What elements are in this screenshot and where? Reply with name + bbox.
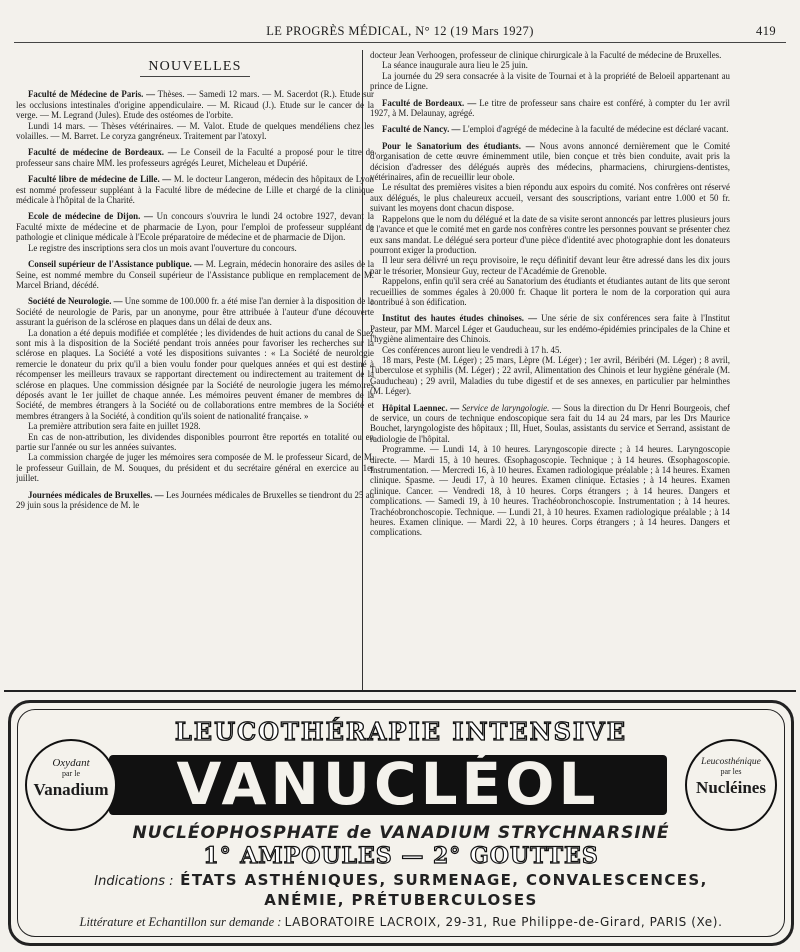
indications-label: Indications : (94, 874, 174, 889)
roundel-line: par le (62, 769, 80, 778)
left-roundel (25, 739, 117, 831)
news-title: Faculté de Médecine de Paris. — (28, 89, 156, 100)
news-title: Faculté de médecine de Bordeaux. — (28, 147, 177, 158)
news-body: Le Conseil de la Faculté a proposé pour le titre de professeur sans chaire MM. les professeurs agrégés Leuret, Micheleau et Dupérié. (16, 147, 374, 168)
news-body: M. Legrain, médecin honoraire des asiles de la Seine, est nommé membre du Conseil supérieur de l'Assistance publique en remplacement de M. Marcel Briand, décédé. (16, 259, 374, 290)
ad-separator (4, 690, 796, 692)
news-item (16, 490, 374, 511)
news-body: L'emploi d'agrégé de médecine à la faculté de médecine est déclaré vacant. (462, 124, 729, 135)
news-item (16, 147, 374, 168)
ad-brand-name: VANUCLÉOL (176, 750, 600, 818)
ad-footer (11, 915, 791, 930)
footer-laboratory: LABORATOIRE LACROIX, 29-31, Rue Philippe-de-Girard, PARIS (Xe). (284, 915, 723, 929)
journal-title: LE PROGRÈS MÉDICAL, N° 12 (19 Mars 1927) (266, 24, 534, 38)
indications-line: ANÉMIE, PRÉTUBERCULOSES (264, 891, 538, 909)
ad-indications (33, 871, 769, 910)
news-title: Ecole de médecine de Dijon. — (28, 211, 153, 222)
news-paragraph: La commission chargée de juger les mémoires sera composée de M. le professeur Sicard, de M. le professeur Guillain, de M. Souques, du président et du secrétaire général en exercice au 1er juillet. (16, 452, 374, 484)
news-body: Une série de six conférences sera faite à l'Institut Pasteur, par MM. Marcel Léger et Gauducheau, sur les endémo-épidémies principales de la Chine et l'hygiène alimentaire des Chinois. (370, 313, 730, 345)
news-body: Le titre de professeur sans chaire est conféré, à compter du 1er avril 1927, à M. Delaunay, agrégé. (370, 97, 730, 119)
news-item (370, 124, 730, 134)
news-paragraph: La donation a été depuis modifiée et complétée ; les dividendes de huit actions du canal de Suez sont mis à la disposition de la Société pendant trois années pour favoriser les recherches sur la sclérose en plaques. La Société a voté les dispositions suivantes : « La Société de neurologie remercie le donateur du prix qu'il a bien voulu fonder pour quelques années et qui est destiné à récompenser les meilleurs travaux se rapportant directement ou indirectement au traitement de la sclérose en plaques. Une commission désignée par la Société de neurologie jugera les mémoires déposés avant le 1er juillet de chaque année. Les mémoires peuvent émaner de membres de la Société, de membres étrangers à la Société ou de collaborations entre membres de la Société et membres étrangers à la Société, à condition qu'ils soient de nationalité française. » (16, 327, 374, 421)
news-paragraph: Rappelons que le nom du délégué et la date de sa visite seront annoncés par lettres plusieurs jours à l'avance et que le comité met en garde nos confrères contre les personnes pouvant se présenter chez eux sans mandat. Le délégué sera porteur d'une pièce d'identité avec photographie dont les donateurs pourront exiger la production. (370, 213, 730, 255)
news-paragraph: 18 mars, Peste (M. Léger) ; 25 mars, Lèpre (M. Léger) ; 1er avril, Béribéri (M. Léger) ; 8 avril, Tuberculose et syphilis (M. Léger) ; 22 avril, Alimentation des Chinois et leur hygiène générale (M. Gauducheau) ; 29 avril, Maladies du tube digestif et de ses annexes, en particulier par helminthes (M. Léger). (370, 354, 730, 397)
news-body: — Sous la direction du Dr Henri Bourgeois, chef de service, un cours de technique endoscopique sera fait du 14 au 24 mars, par les Drs Maurice Bouchet, laryngologiste des hôpitaux ; Ill, Huet, Soulas, assistants du service et Serrand, assistant de radiologie de l'hôpital. (370, 402, 730, 444)
roundel-line: par les (720, 767, 742, 776)
news-paragraph: Le registre des inscriptions sera clos un mois avant l'ouverture du concours. (28, 242, 297, 253)
news-title: Pour le Sanatorium des étudiants. — (382, 140, 535, 151)
news-item (16, 174, 374, 205)
news-title: Hôpital Laennec. — (382, 402, 460, 413)
news-paragraph: La première attribution sera faite en juillet 1928. (28, 421, 201, 432)
news-title: Société de Neurologie. — (28, 296, 123, 307)
news-body: Nous avons annoncé dernièrement que le Comité d'organisation de cette œuvre éminemment utile, bien conçue et très bien conduite, avait pris la décision d'adresser des délégués auprès des médecins, pharmaciens, chirurgiens-dentistes, vétérinaires, afin de recueillir leur obole. (370, 140, 730, 183)
news-title: Conseil supérieur de l'Assistance publique. — (28, 259, 204, 270)
news-item (16, 211, 374, 242)
ad-headline: LEUCOTHÉRAPIE INTENSIVE (174, 717, 628, 746)
news-body: Thèses. — Samedi 12 mars. — M. Sacerdot (R.). Etude sur les occlusions intestinales d'origine appendiculaire. — M. Ricaud (J.). Etude sur le cancer de la verge. — M. Legrand (Jules). Etude des ostéomes de l'orbite. (16, 89, 374, 121)
right-roundel (685, 739, 777, 831)
news-item (370, 141, 730, 183)
roundel-line: Leucosthénique (701, 757, 761, 767)
ad-forms: 1° AMPOULES — 2° GOUTTES (203, 843, 599, 869)
roundel-line: Vanadium (33, 780, 109, 799)
news-item (16, 296, 374, 327)
news-title: Journées médicales de Bruxelles. — (28, 489, 164, 500)
news-body: Une somme de 100.000 fr. a été mise l'an dernier à la disposition de la Société de neurologie de Paris, par un anonyme, pour être attribuée à l'auteur d'une découverte assurant la guérison de la sclérose en plaques dans un délai de deux ans. (16, 296, 374, 328)
news-body: M. le docteur Langeron, médecin des hôpitaux de Lyon est nommé professeur suppléant à la Faculté libre de médecine de Lille et chargé de la clinique médicale à l'hôpital de la Charité. (16, 174, 374, 206)
right-column (370, 50, 730, 684)
running-header (14, 22, 786, 43)
advertisement (8, 700, 794, 946)
news-body: Les Journées médicales de Bruxelles se tiendront du 25 au 29 juin sous la présidence de M. le (16, 489, 374, 511)
news-body: Un concours s'ouvrira le lundi 24 octobre 1927, devant la Faculté mixte de médecine et de pharmacie de Lyon, pour l'emploi de professeur suppléant de pathologie et clinique médicale à l'Ecole préparatoire de médecine et de pharmacie de Dijon. (16, 211, 374, 243)
news-paragraph: La séance inaugurale aura lieu le 25 juin. (382, 60, 528, 71)
news-item (16, 89, 374, 120)
news-paragraph: Lundi 14 mars. — Thèses vétérinaires. — M. Valot. Etude de quelques mendéliens chez les volailles. — M. Barret. Le coryza gangréneux. Traitement par l'atoxyl. (16, 120, 374, 142)
roundel-line: Oxydant (52, 757, 90, 769)
section-rule (140, 76, 250, 77)
news-paragraph: En cas de non-attribution, les dividendes disponibles pourront être reportés en totalité ou en partie sur l'année ou sur les années suivantes. (16, 431, 374, 452)
news-title: Faculté de Nancy. — (382, 124, 461, 135)
left-column (16, 50, 374, 684)
news-paragraph: Rappelons, enfin qu'il sera créé au Sanatorium des étudiants et étudiantes autant de lits que seront recueillies de sommes égales à 20.000 fr. Chaque lit portera le nom de la corporation qui aura contribué à son édification. (370, 276, 730, 307)
news-subtitle: Service de laryngologie. (461, 402, 550, 413)
news-paragraph: Le résultat des premières visites a bien répondu aux espoirs du comité. Nos confrères ont réservé aux délégués, le plus chaleureux accueil, versant des souscriptions, variant entre 1.000 et 50 fr. suivant les moyens dont chacun dispose. (370, 182, 730, 214)
ad-subtitle: NUCLÉOPHOSPHATE de VANADIUM STRYCHNARSINÉ (132, 823, 670, 843)
footer-label: Littérature et Echantillon sur demande : (79, 915, 282, 929)
roundel-line: Nucléines (696, 778, 766, 797)
news-item (16, 259, 374, 290)
news-title: Faculté de Bordeaux. — (382, 97, 477, 108)
news-paragraph: Ces conférences auront lieu le vendredi à 17 h. 45. (382, 344, 562, 355)
page-number: 419 (756, 24, 776, 38)
news-title: Institut des hautes études chinoises. — (382, 313, 538, 324)
news-paragraph: Il leur sera délivré un reçu provisoire, le reçu définitif devant leur être adressé dans les dix jours par le trésorier, Monsieur Guy, recteur de l'Académie de Grenoble. (370, 255, 730, 276)
news-paragraph: Programme. — Lundi 14, à 10 heures. Laryngoscopie directe ; à 14 heures. Laryngoscopie directe. — Mardi 15, à 10 heures. Œsophagoscopie. Technique ; à 14 heures. Œsophagoscopie. Instrumentation. — Mercredi 16, à 10 heures. Examen radiologique préalable ; à 14 heures. Examen clinique. Spasme. — Jeudi 17, à 10 heures. Examen clinique. Ectasies ; à 14 heures. Examen clinique. Cancer. — Vendredi 18, à 10 heures. Corps étrangers ; à 14 heures. Dangers et complications. — Samedi 19, à 10 heures. Trachéobronchoscopie. Instrumentation ; à 14 heures. Trachéobronchoscopie. Technique. — Lundi 21, à 10 heures. Examen radiologique préalable ; à 14 heures. Examen clinique. — Mardi 22, à 10 heures. Corps étrangers ; à 14 heures. Dangers et complications. (370, 444, 730, 538)
news-item (370, 313, 730, 344)
news-paragraph: docteur Jean Verhoogen, professeur de clinique chirurgicale à la Faculté de médecine de Bruxelles. (370, 50, 722, 60)
indications-line: ÉTATS ASTHÉNIQUES, SURMENAGE, CONVALESCENCES, (180, 871, 708, 889)
section-title: NOUVELLES (148, 59, 242, 74)
news-item (370, 403, 730, 445)
news-paragraph: La journée du 29 sera consacrée à la visite de Tournai et à la propriété de Beloeil appartenant au prince de Ligne. (370, 70, 730, 92)
news-item (370, 98, 730, 119)
news-title: Faculté libre de médecine de Lille. — (28, 174, 172, 185)
